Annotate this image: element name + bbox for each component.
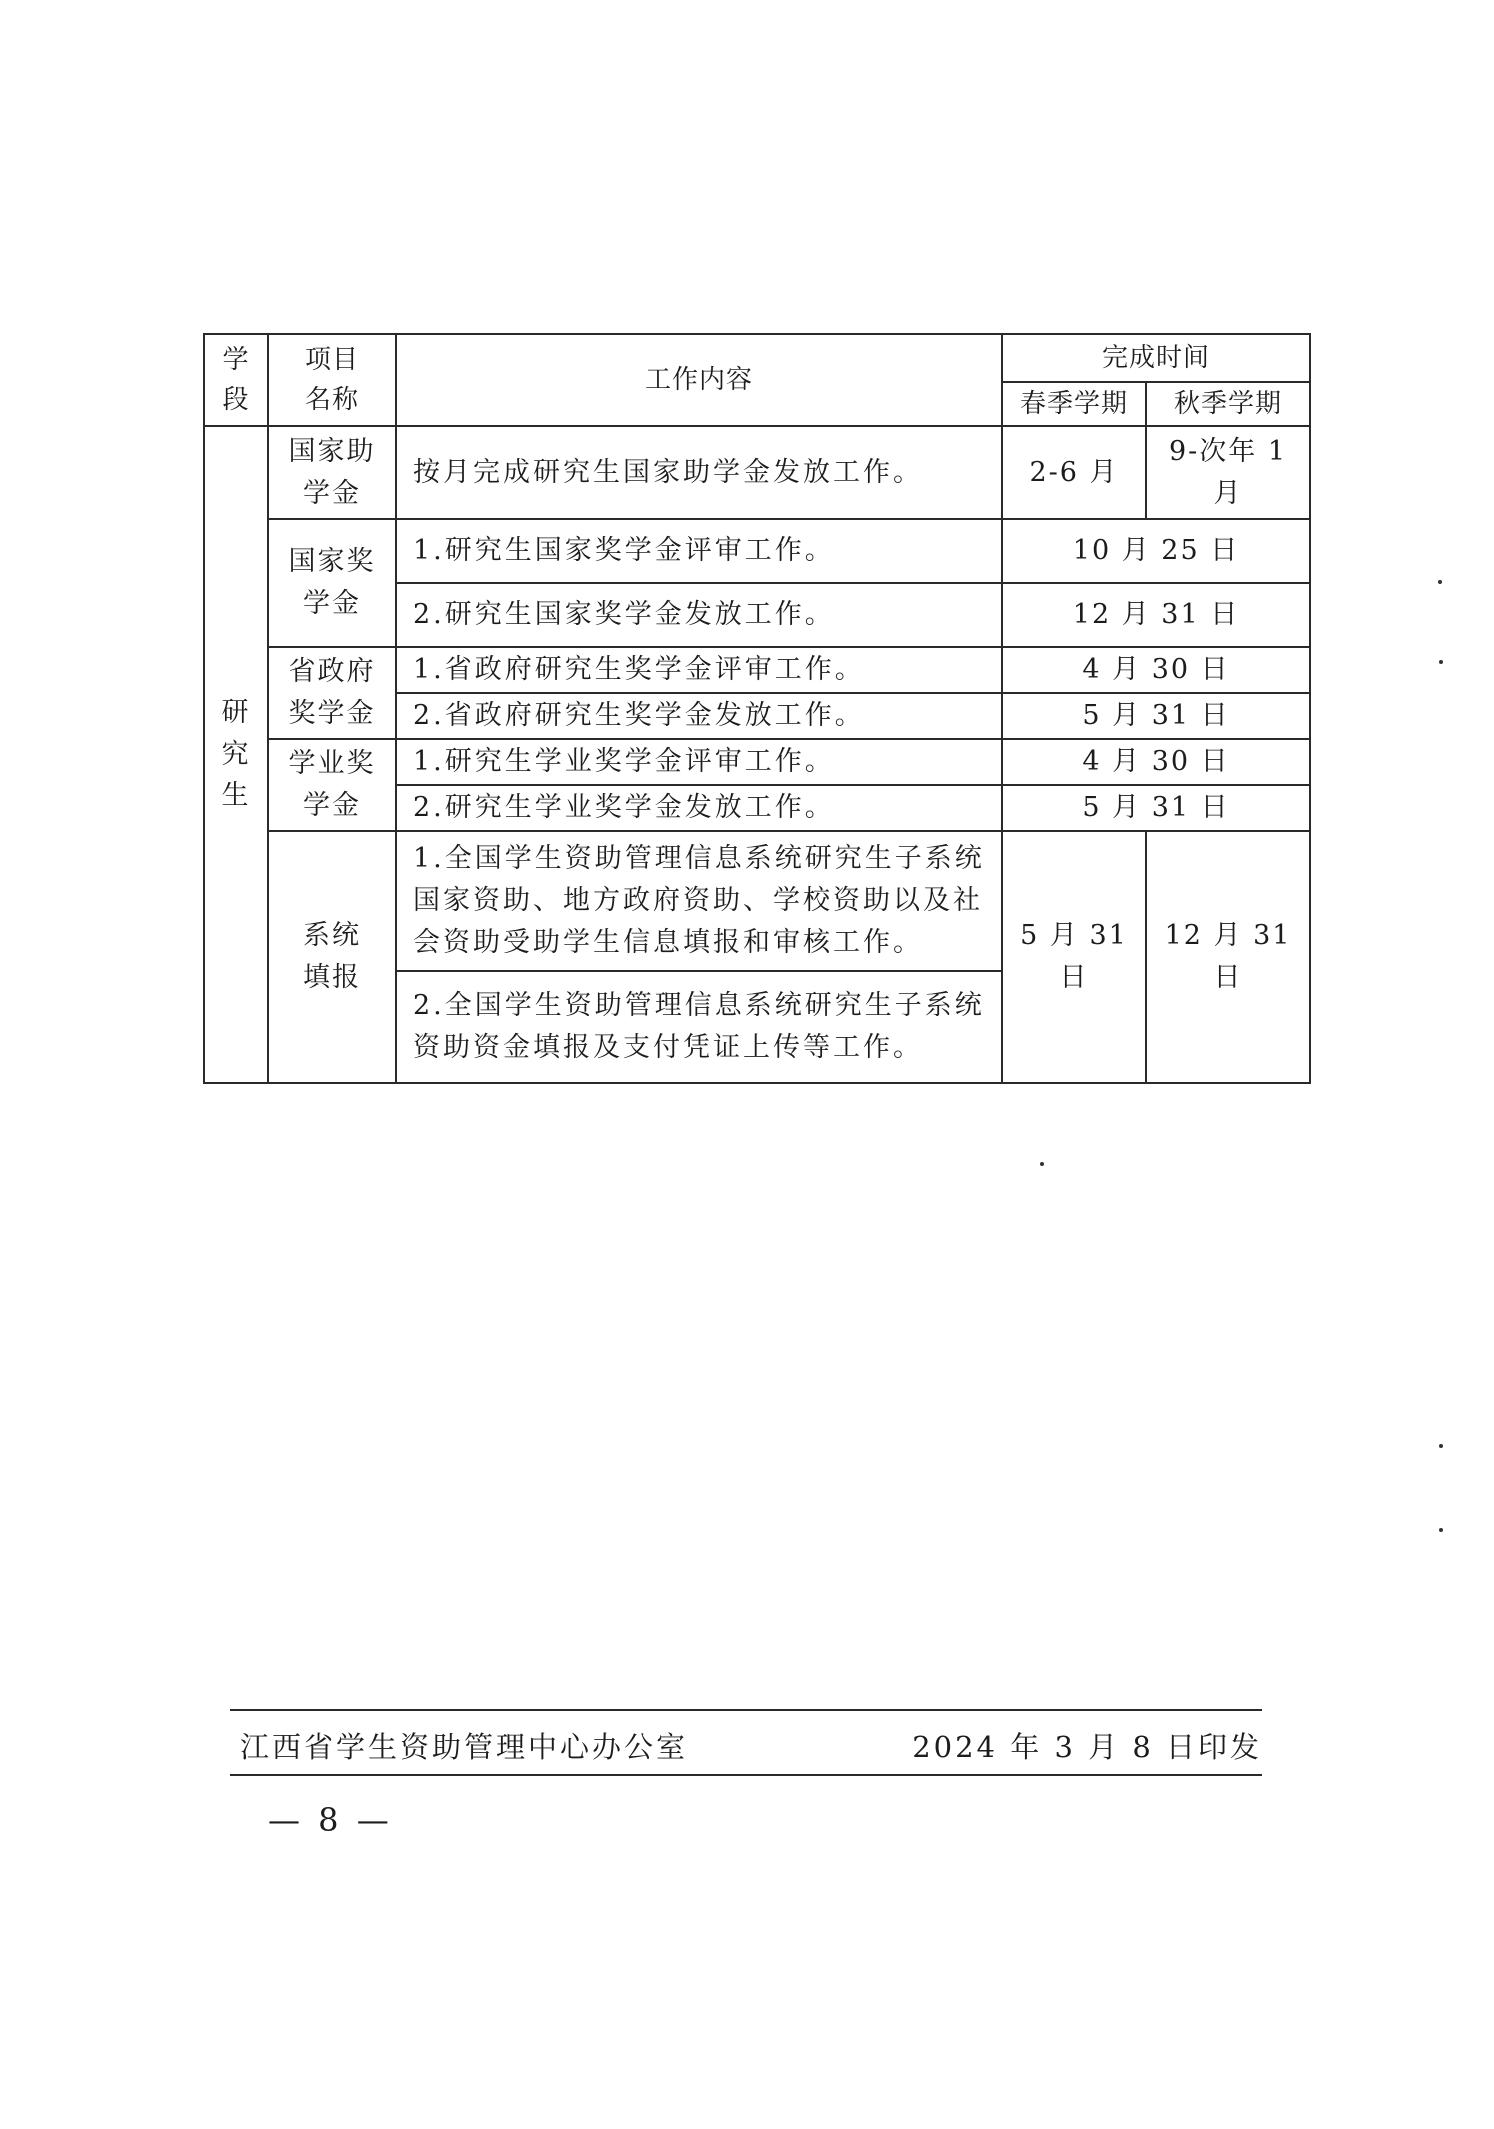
project-name	[268, 647, 396, 739]
project-name-line: 国家助	[288, 435, 376, 467]
work-item: 2.全国学生资助管理信息系统研究生子系统资助资金填报及支付凭证上传等工作。	[396, 971, 1002, 1083]
spring-deadline: 2-6 月	[1002, 426, 1146, 519]
footer-top-rule	[230, 1709, 1262, 1711]
autumn-deadline-line: 9-次年 1	[1168, 435, 1288, 467]
project-name-line: 学金	[303, 790, 361, 821]
work-item: 2.研究生学业奖学金发放工作。	[396, 785, 1002, 831]
work-item: 按月完成研究生国家助学金发放工作。	[396, 426, 1002, 519]
header-project-line-1: 项目	[304, 344, 359, 375]
scan-speck	[1439, 660, 1443, 664]
deadline: 5 月 31 日	[1002, 785, 1310, 831]
header-stage	[204, 334, 268, 426]
header-content: 工作内容	[396, 334, 1002, 426]
stage-char-2: 究	[221, 738, 251, 770]
project-name-line: 学金	[303, 588, 361, 619]
footer-date: 2024 年 3 月 8 日印发	[912, 1730, 1262, 1764]
footer-bottom-rule	[230, 1774, 1262, 1776]
work-item: 1.省政府研究生奖学金评审工作。	[396, 647, 1002, 693]
stage-cell	[204, 426, 268, 1083]
row-academic-scholarship-1	[204, 739, 1310, 785]
deadline: 4 月 30 日	[1002, 647, 1310, 693]
header-spring: 春季学期	[1002, 382, 1146, 426]
scan-speck	[1040, 1162, 1044, 1166]
header-stage-line-1: 学	[222, 344, 250, 375]
project-name-line: 填报	[303, 962, 361, 993]
footer-issuer: 江西省学生资助管理中心办公室	[240, 1730, 689, 1764]
page-number: — 8 —	[268, 1801, 393, 1839]
project-name	[268, 519, 396, 647]
header-stage-line-2: 段	[222, 385, 250, 415]
deadline: 4 月 30 日	[1002, 739, 1310, 785]
work-item: 2.研究生国家奖学金发放工作。	[396, 583, 1002, 647]
stage-char-3: 生	[221, 780, 251, 812]
work-item: 2.省政府研究生奖学金发放工作。	[396, 693, 1002, 739]
stage-char-1: 研	[221, 696, 251, 728]
row-national-scholarship-1	[204, 519, 1310, 583]
spring-deadline: 5 月 31 日	[1002, 831, 1146, 1083]
work-item: 1.研究生学业奖学金评审工作。	[396, 739, 1002, 785]
row-provincial-scholarship-1	[204, 647, 1310, 693]
project-name-line: 学金	[303, 477, 361, 509]
row-national-grant	[204, 426, 1310, 519]
schedule-table	[203, 333, 1311, 1084]
work-item: 1.研究生国家奖学金评审工作。	[396, 519, 1002, 583]
autumn-deadline: 12 月 31 日	[1146, 831, 1310, 1083]
header-autumn: 秋季学期	[1146, 382, 1310, 426]
project-name-line: 学业奖	[288, 748, 376, 780]
project-name-line: 国家奖	[288, 546, 376, 578]
header-project	[268, 334, 396, 426]
deadline: 5 月 31 日	[1002, 693, 1310, 739]
autumn-deadline	[1146, 426, 1310, 519]
work-item: 1.全国学生资助管理信息系统研究生子系统国家资助、地方政府资助、学校资助以及社会资助受助学生信息填报和审核工作。	[396, 831, 1002, 971]
project-name	[268, 739, 396, 831]
header-project-line-2: 名称	[304, 385, 359, 415]
scan-speck	[1439, 1444, 1443, 1448]
project-name-line: 系统	[303, 920, 361, 952]
scan-speck	[1438, 580, 1442, 584]
project-name-line: 奖学金	[288, 698, 376, 729]
row-system-filing-1	[204, 831, 1310, 971]
header-time: 完成时间	[1002, 334, 1310, 382]
deadline: 10 月 25 日	[1002, 519, 1310, 583]
header-row-1	[204, 334, 1310, 382]
project-name	[268, 831, 396, 1083]
project-name-line: 省政府	[288, 656, 376, 688]
project-name	[268, 426, 396, 519]
deadline: 12 月 31 日	[1002, 583, 1310, 647]
autumn-deadline-line: 月	[1213, 477, 1243, 509]
scan-speck	[1439, 1528, 1443, 1532]
